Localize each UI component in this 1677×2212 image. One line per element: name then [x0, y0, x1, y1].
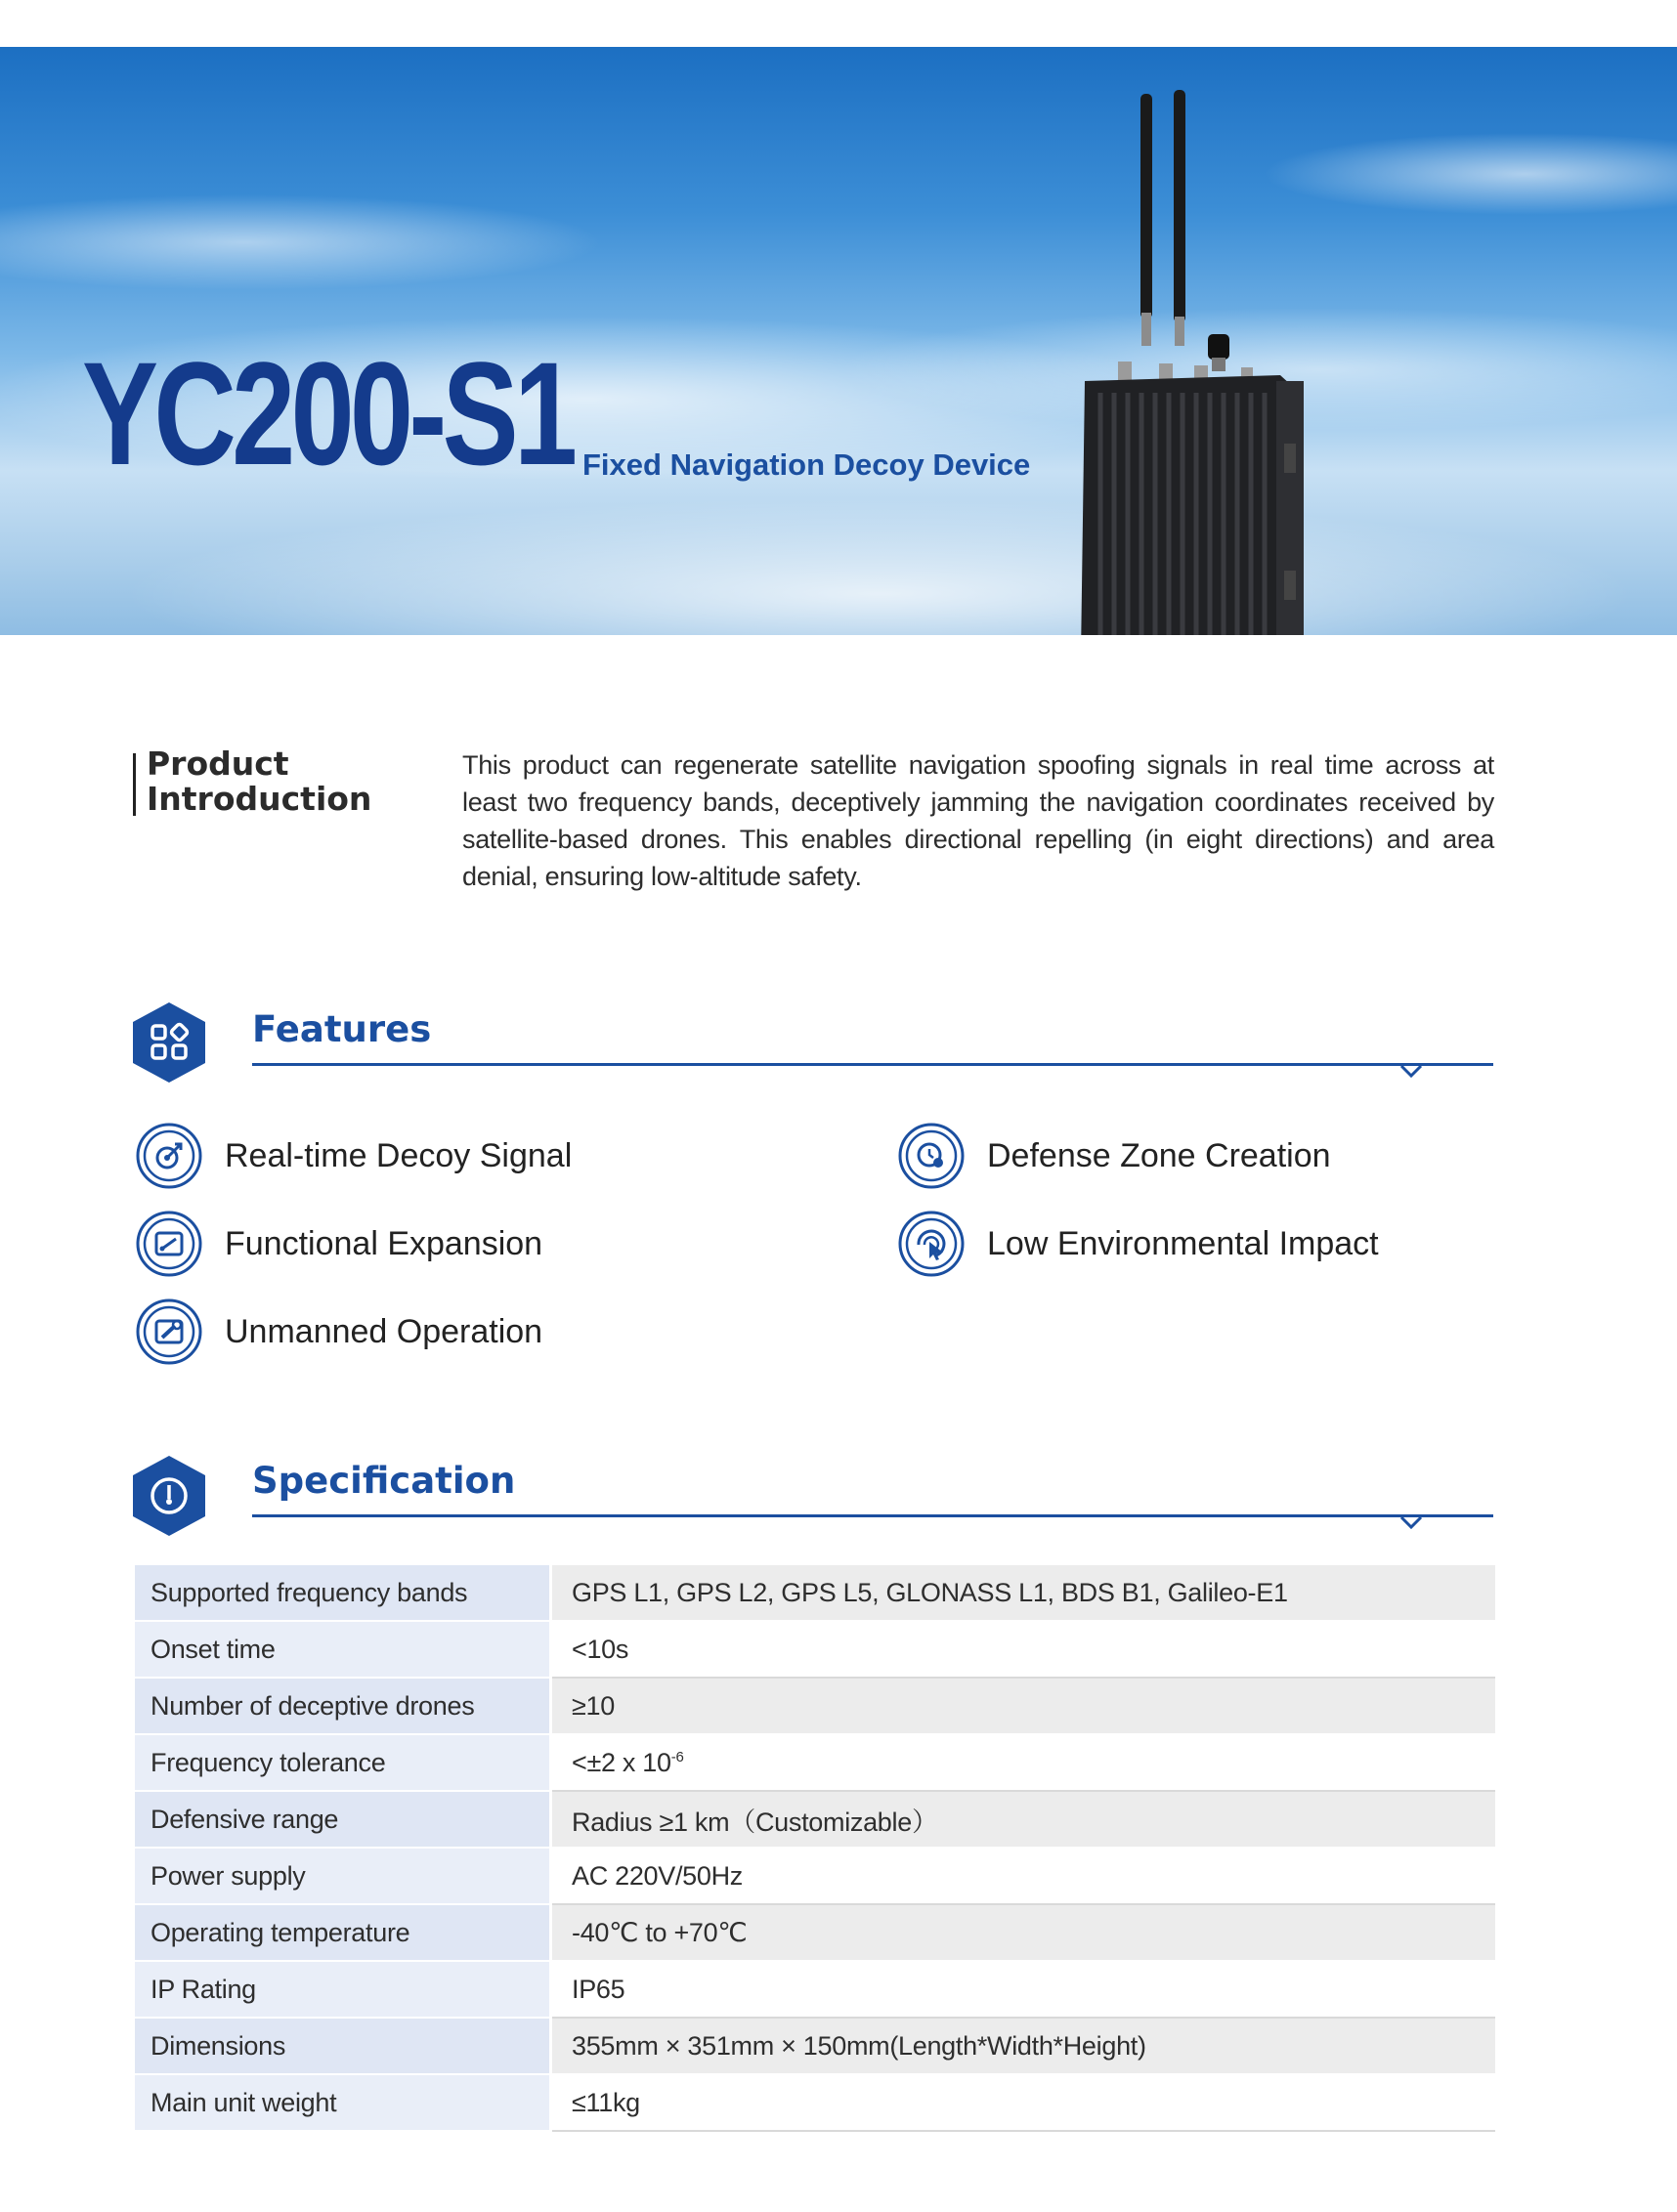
spec-value-base: <±2 x 10 [572, 1747, 671, 1777]
spec-value: <10s [551, 1621, 1496, 1678]
feature-label: Real-time Decoy Signal [225, 1136, 573, 1174]
product-model-title: YC200-S1 [82, 331, 574, 495]
features-divider [252, 1063, 1493, 1083]
spec-value [551, 1734, 1496, 1791]
hero-banner [0, 47, 1677, 635]
specification-table [135, 1565, 1495, 2132]
spec-label: Operating temperature [135, 1904, 551, 1961]
feature-functional-expansion [135, 1210, 542, 1278]
table-row [135, 2018, 1495, 2074]
spec-value: 355mm × 351mm × 150mm(Length*Width*Height) [551, 2018, 1496, 2074]
features-icon [131, 1000, 207, 1085]
table-row [135, 2074, 1495, 2131]
spec-value: ≤11kg [551, 2074, 1496, 2131]
spec-label: Power supply [135, 1848, 551, 1904]
spec-value: -40℃ to +70℃ [551, 1904, 1496, 1961]
specification-icon [131, 1454, 207, 1538]
spec-value: Radius ≥1 km（Customizable） [551, 1791, 1496, 1848]
table-row [135, 1565, 1495, 1621]
spec-value-exponent: -6 [670, 1748, 684, 1765]
target-icon [135, 1122, 203, 1190]
feature-defense-zone-creation [897, 1122, 1331, 1190]
table-row [135, 1848, 1495, 1904]
intro-heading-bar [133, 753, 136, 816]
feature-label: Functional Expansion [225, 1224, 543, 1262]
specification-title: Specification [252, 1460, 516, 1502]
device-image [1075, 82, 1319, 635]
clock-shield-icon [897, 1122, 966, 1190]
table-row [135, 1904, 1495, 1961]
spec-label: Onset time [135, 1621, 551, 1678]
spec-label: IP Rating [135, 1961, 551, 2018]
table-row [135, 1961, 1495, 2018]
table-row [135, 1791, 1495, 1848]
table-row [135, 1678, 1495, 1734]
spec-label: Frequency tolerance [135, 1734, 551, 1791]
feature-real-time-decoy-signal [135, 1122, 572, 1190]
spec-label: Defensive range [135, 1791, 551, 1848]
spec-label: Supported frequency bands [135, 1565, 551, 1621]
spec-label: Dimensions [135, 2018, 551, 2074]
product-subtitle: Fixed Navigation Decoy Device [582, 447, 1031, 482]
feature-unmanned-operation [135, 1297, 542, 1366]
table-row [135, 1621, 1495, 1678]
spec-value: GPS L1, GPS L2, GPS L5, GLONASS L1, BDS B1, Galileo-E1 [551, 1565, 1496, 1621]
spec-value: IP65 [551, 1961, 1496, 2018]
spec-value: AC 220V/50Hz [551, 1848, 1496, 1904]
intro-paragraph: This product can regenerate satellite navigation spoofing signals in real time across at least two frequency bands, deceptively jamming the navigation coordinates received by satellite-based drones. This enables directional repelling (in eight directions) and area denial, ensuring low-altitude safety. [462, 750, 1494, 891]
feature-low-environmental-impact [897, 1210, 1379, 1278]
spec-label: Main unit weight [135, 2074, 551, 2131]
intro-heading: Product Introduction [147, 744, 372, 818]
spec-label: Number of deceptive drones [135, 1678, 551, 1734]
feature-label: Low Environmental Impact [987, 1224, 1379, 1262]
table-row [135, 1734, 1495, 1791]
specification-divider [252, 1514, 1493, 1534]
feature-label: Unmanned Operation [225, 1312, 543, 1350]
feature-label: Defense Zone Creation [987, 1136, 1331, 1174]
spec-value: ≥10 [551, 1678, 1496, 1734]
wrench-icon [135, 1297, 203, 1366]
cursor-signal-icon [897, 1210, 966, 1278]
expansion-icon [135, 1210, 203, 1278]
features-title: Features [252, 1008, 432, 1050]
